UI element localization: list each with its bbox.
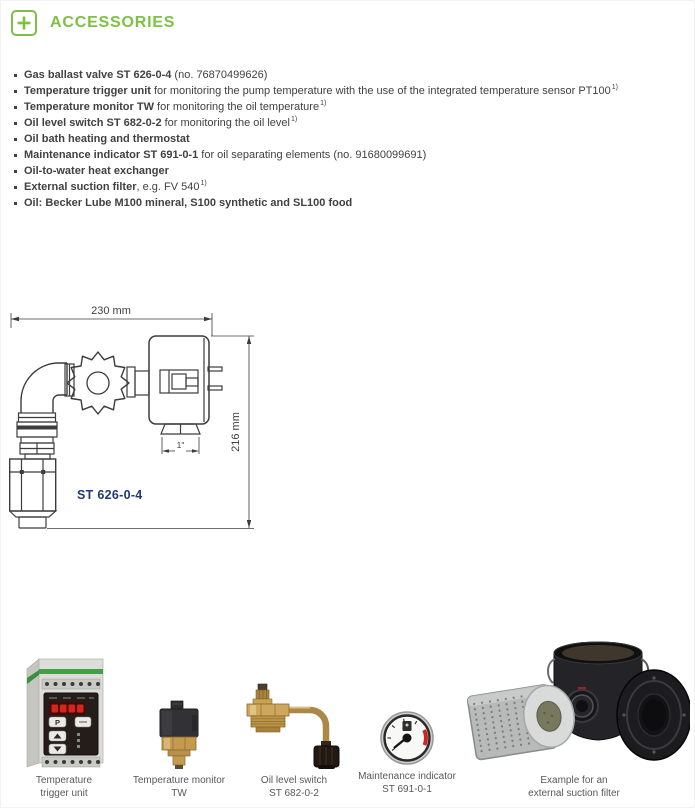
list-item (13, 99, 688, 115)
product-caption (9, 774, 119, 800)
caption-line: Temperature (35, 775, 93, 786)
accessories-list (13, 67, 688, 211)
list-item (13, 163, 688, 179)
caption-line: ST 682-0-2 (269, 788, 319, 799)
item-lead: Oil-to-water heat exchanger (24, 165, 169, 177)
oil-level-switch-image (242, 683, 346, 771)
dim-height-label: 216 mm (230, 412, 242, 452)
external-suction-filter-image (458, 633, 690, 771)
list-item (13, 195, 688, 211)
temperature-monitor-image (148, 699, 210, 771)
caption-line: TW (171, 788, 187, 799)
valve-dimension-drawing (9, 301, 259, 541)
caption-line: Maintenance indicator (358, 771, 456, 782)
caption-line: Oil level switch (260, 775, 328, 786)
product-maintenance-indicator (346, 633, 468, 796)
footnote-marker: 1) (320, 100, 327, 108)
caption-line: Example for an (540, 775, 608, 786)
footnote-marker: 1) (611, 84, 618, 92)
caption-line: external suction filter (528, 788, 620, 799)
list-item (13, 131, 688, 147)
item-rest: for monitoring the pump temperature with the use of the integrated temperature sensor PT100 (150, 85, 611, 97)
product-image-frame (9, 633, 119, 771)
section-header (11, 10, 175, 36)
product-caption (457, 774, 691, 800)
product-oil-level-switch (238, 633, 350, 800)
product-temperature-monitor-tw (119, 633, 239, 800)
footnote-marker: 1) (200, 180, 207, 188)
maintenance-indicator-image (379, 710, 435, 767)
page-title: ACCESSORIES (50, 14, 176, 31)
list-item (13, 179, 688, 195)
list-item (13, 67, 688, 83)
part-number-label: ST 626-0-4 (77, 488, 143, 502)
item-lead: Oil bath heating and thermostat (24, 133, 190, 145)
list-item (13, 147, 688, 163)
product-image-frame (457, 633, 691, 771)
temperature-trigger-unit-image (19, 647, 109, 771)
dim-width-label: 230 mm (91, 305, 131, 317)
product-image-frame (119, 633, 239, 771)
item-lead: Gas ballast valve ST 626-0-4 (24, 69, 172, 81)
item-lead: External suction filter (24, 181, 137, 193)
technical-drawing (9, 301, 259, 541)
item-rest: (no. 76870499626) (171, 69, 268, 81)
product-image-frame (238, 633, 350, 771)
caption-line: Temperature monitor (132, 775, 226, 786)
dim-port-label: 1" (176, 440, 185, 450)
item-rest: for monitoring the oil temperature (153, 101, 320, 113)
item-rest: for monitoring the oil level (161, 117, 290, 129)
item-lead: Oil level switch ST 682-0-2 (24, 117, 162, 129)
product-caption (119, 774, 239, 800)
product-external-suction-filter (457, 633, 691, 800)
item-lead: Temperature monitor TW (24, 101, 154, 113)
footnote-marker: 1) (290, 116, 298, 124)
item-lead: Temperature trigger unit (24, 85, 151, 97)
list-item (13, 115, 688, 131)
caption-line: ST 691-0-1 (382, 784, 432, 795)
caption-line: trigger unit (40, 788, 88, 799)
product-caption (346, 770, 468, 796)
product-image-frame (346, 633, 468, 767)
list-item (13, 83, 688, 99)
plus-icon (11, 10, 37, 36)
product-temperature-trigger-unit (9, 633, 119, 800)
item-rest: for oil separating elements (no. 91680099691) (198, 149, 427, 161)
item-lead: Oil: Becker Lube M100 mineral, S100 synthetic and SL100 food (24, 197, 353, 209)
item-lead: Maintenance indicator ST 691-0-1 (24, 149, 199, 161)
plus-icon-glyph (16, 15, 32, 31)
panel-button-label: P (54, 717, 61, 727)
item-rest: , e.g. FV 540 (136, 181, 200, 193)
product-caption (238, 774, 350, 800)
